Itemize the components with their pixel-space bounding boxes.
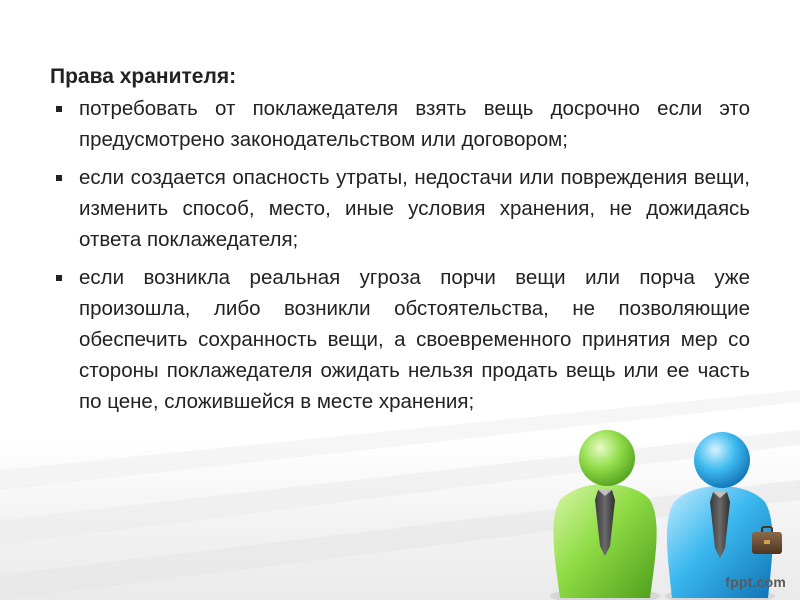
brand-logo: fppt.com [725, 574, 786, 590]
list-item [30, 162, 750, 255]
list-item-text: потребовать от поклажедателя взять вещь досрочно если это предусмотрено законодательством или договором; [79, 97, 750, 151]
list-item-text: если создается опасность утраты, недостачи или повреждения вещи, изменить способ, место, иные условия хранения, не дожидаясь ответа поклажедателя; [79, 166, 750, 251]
bullet-square [56, 175, 62, 181]
list-item [30, 262, 750, 417]
bullet-square [56, 275, 62, 281]
list-item-text: если возникла реальная угроза порчи вещи или порча уже произошла, либо возникли обстоятельства, не позволяющие обеспечить сохранность вещи, а своевременного принятия мер со стороны поклажедателя ожидать нельзя продать вещь или ее часть по цене, сложившейся в месте хранения; [79, 266, 750, 413]
list-item [30, 93, 750, 155]
slide-heading: Права хранителя: [50, 65, 237, 88]
bullet-list [30, 93, 750, 417]
bullet-square [56, 106, 62, 112]
main-content [30, 64, 750, 424]
